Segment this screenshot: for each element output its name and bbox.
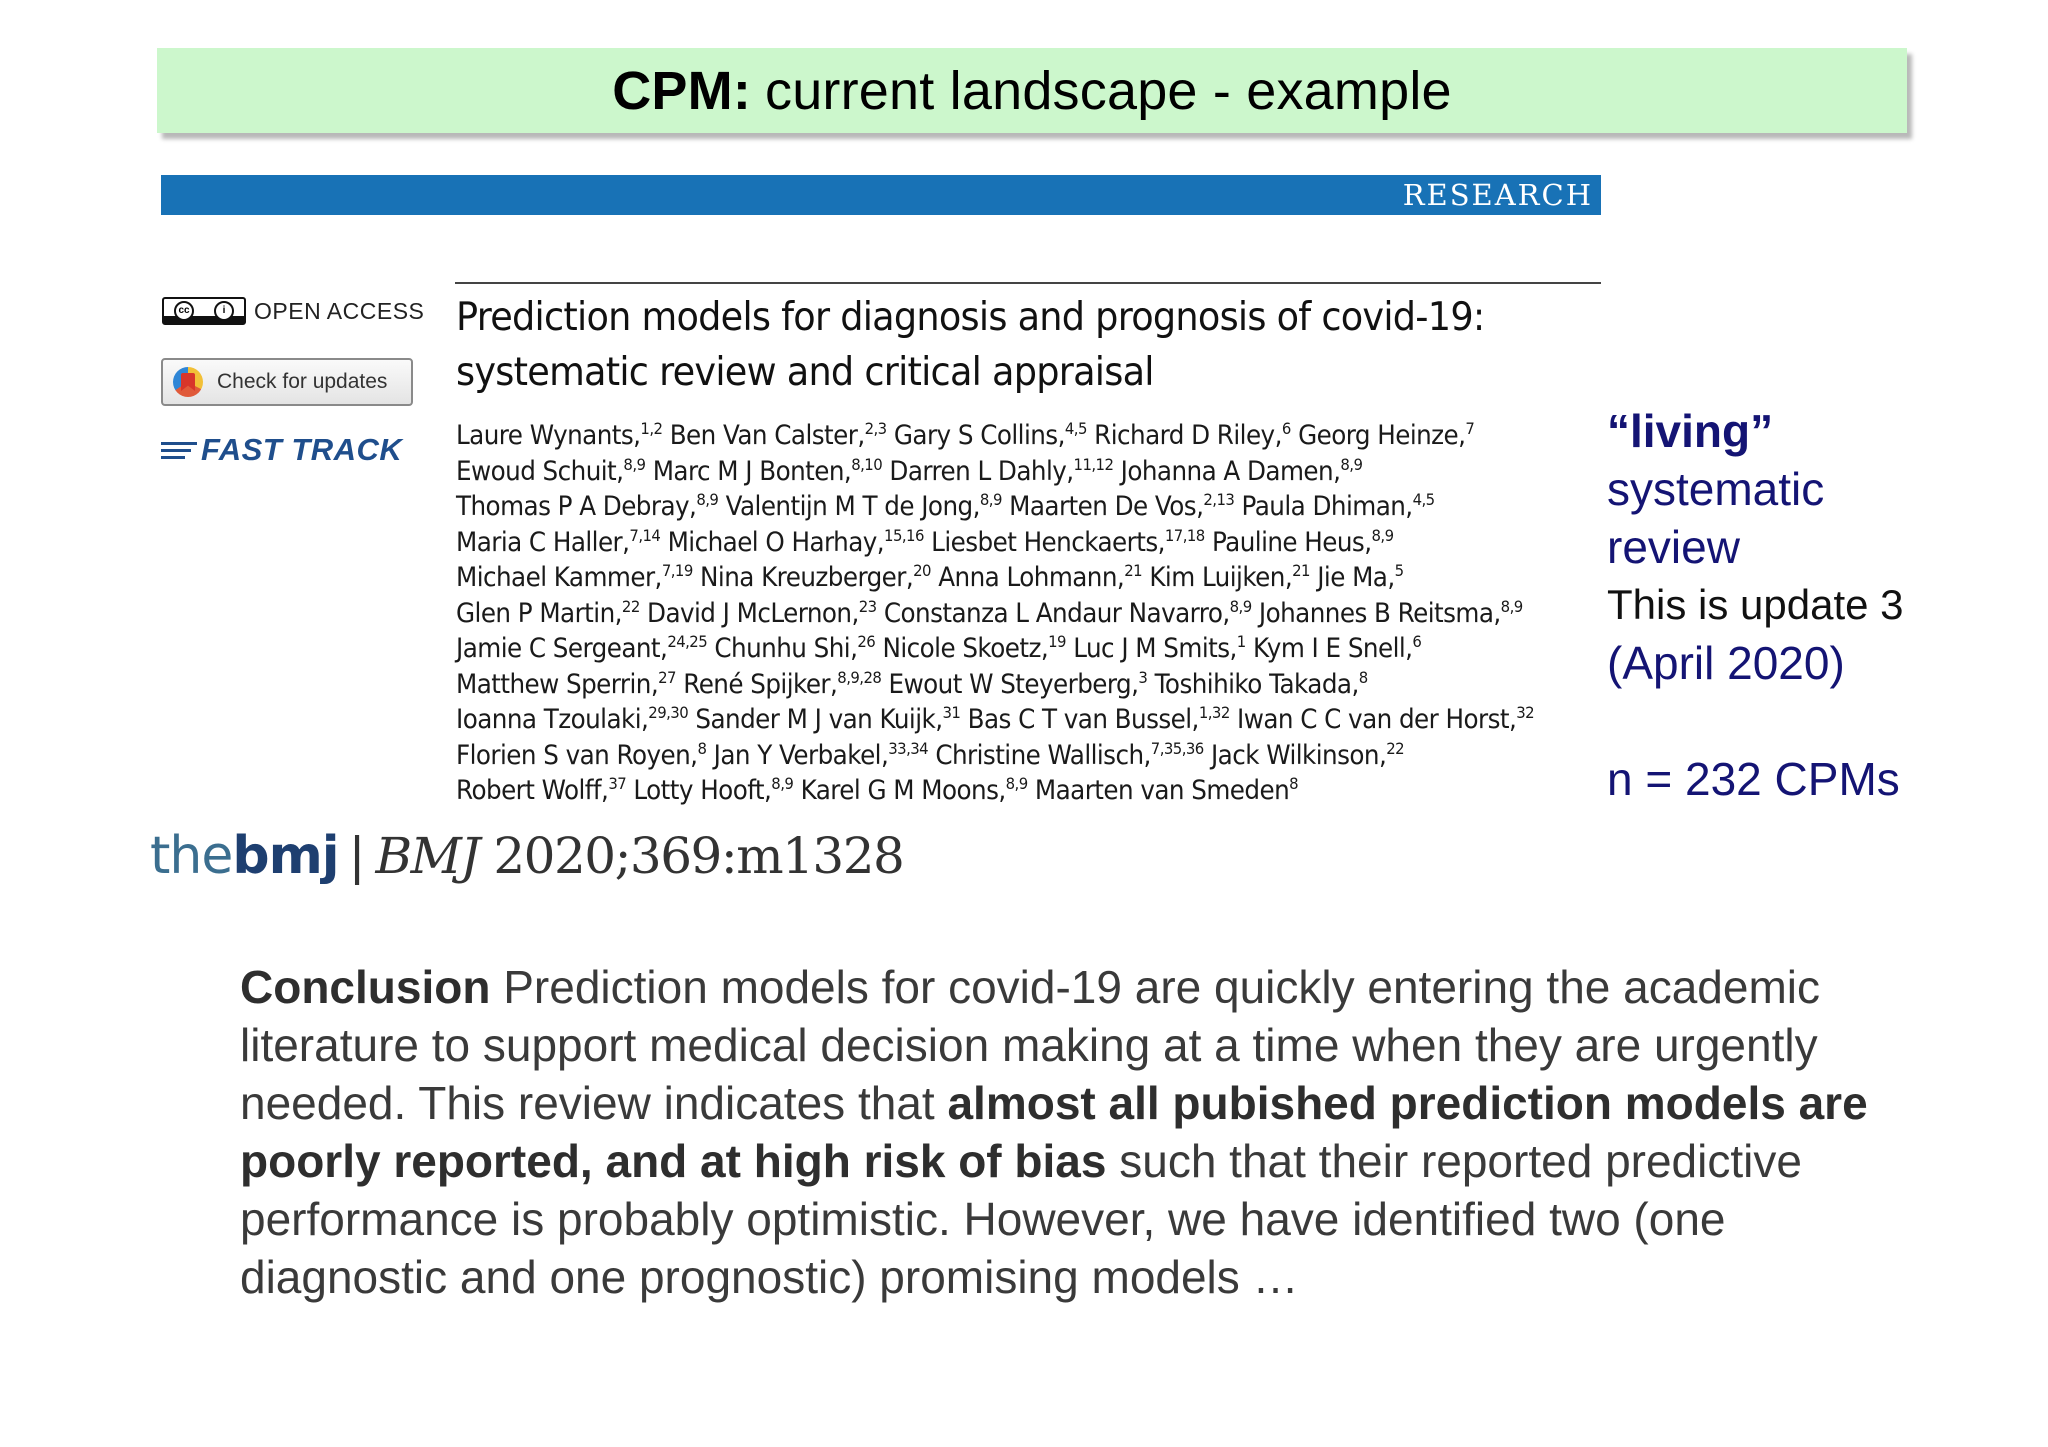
cc-by-icon <box>162 297 246 325</box>
author-name: Matthew Sperrin, <box>456 668 659 700</box>
author-name: Christine Wallisch, <box>935 739 1151 771</box>
author-affiliation: 2,13 <box>1203 490 1235 509</box>
author-name: Paula Dhiman, <box>1241 491 1413 522</box>
author-affiliation: 33,34 <box>888 738 929 758</box>
author-line <box>456 738 1553 774</box>
side-note-update: This is update 3 <box>1607 581 1904 628</box>
author-name: Johanna A Damen, <box>1120 455 1341 487</box>
author-name: Valentijn M T de Jong, <box>725 491 980 522</box>
side-note-systematic: systematic <box>1607 463 1825 515</box>
author-name: David J McLernon, <box>647 597 859 629</box>
slide-title-bold: CPM: <box>612 60 751 121</box>
author-name: Michael O Harhay, <box>667 526 885 558</box>
slide-title-rest: current landscape - example <box>765 60 1452 121</box>
author-affiliation: 8 <box>1358 667 1368 687</box>
author-name: Nina Kreuzberger, <box>700 562 914 593</box>
author-affiliation: 3 <box>1138 667 1148 687</box>
conclusion-text <box>240 958 1900 1306</box>
author-affiliation: 26 <box>857 632 876 651</box>
author-name: Pauline Heus, <box>1211 526 1372 558</box>
author-name: Laure Wynants, <box>456 420 641 451</box>
author-name: Florien S van Royen, <box>456 739 698 771</box>
author-affiliation: 8,9 <box>1229 596 1252 616</box>
author-name: Karel G M Moons, <box>800 775 1006 806</box>
research-banner <box>161 175 1601 215</box>
author-name: Jie Ma, <box>1317 562 1395 593</box>
author-name: Toshihiko Takada, <box>1154 668 1359 700</box>
author-name: Georg Heinze, <box>1298 420 1466 451</box>
author-name: Robert Wolff, <box>456 775 609 806</box>
author-name: Iwan C C van der Horst, <box>1237 704 1517 735</box>
author-name: Ewout W Steyerberg, <box>888 668 1139 700</box>
author-affiliation: 7 <box>1465 419 1475 438</box>
author-name: Jamie C Sergeant, <box>456 633 668 664</box>
author-affiliation: 17,18 <box>1164 525 1205 545</box>
author-affiliation: 31 <box>942 703 961 722</box>
author-affiliation: 4,5 <box>1412 490 1435 509</box>
journal-logo-bmj: bmj <box>232 826 339 886</box>
author-affiliation: 8,10 <box>851 454 883 474</box>
paper-title <box>456 290 1528 400</box>
author-affiliation: 2,3 <box>864 419 887 438</box>
side-note-review: review <box>1607 521 1740 573</box>
author-name: Ben Van Calster, <box>669 420 865 451</box>
author-affiliation: 22 <box>621 596 640 616</box>
author-affiliation: 1 <box>1236 632 1246 651</box>
author-name: Maarten van Smeden <box>1034 775 1290 806</box>
journal-reference <box>375 827 903 885</box>
journal-citation <box>150 826 903 886</box>
side-note-count: n = 232 CPMs <box>1607 753 1900 805</box>
author-affiliation: 8,9 <box>979 490 1002 509</box>
author-name: Chunhu Shi, <box>714 633 858 664</box>
author-affiliation: 8,9 <box>1500 596 1523 616</box>
author-affiliation: 8,9,28 <box>837 667 882 687</box>
author-name: Sander M J van Kuijk, <box>695 704 943 735</box>
author-affiliation: 1,32 <box>1198 703 1230 722</box>
author-line <box>456 489 1553 525</box>
author-affiliation: 21 <box>1292 561 1310 580</box>
author-name: Constanza L Andaur Navarro, <box>883 597 1230 629</box>
open-access <box>162 295 424 327</box>
author-affiliation: 15,16 <box>884 525 924 545</box>
author-affiliation: 23 <box>858 596 877 616</box>
author-affiliation: 27 <box>658 667 676 687</box>
author-affiliation: 8,9 <box>696 490 719 509</box>
author-name: Luc J M Smits, <box>1073 633 1237 664</box>
author-name: Jack Wilkinson, <box>1210 739 1387 771</box>
author-name: Jan Y Verbakel, <box>713 739 889 771</box>
speed-lines-icon <box>161 439 199 461</box>
author-name: Johannes B Reitsma, <box>1258 597 1501 629</box>
author-affiliation: 4,5 <box>1064 419 1087 438</box>
author-name: René Spijker, <box>683 668 838 700</box>
side-note-date: (April 2020) <box>1607 637 1845 689</box>
author-name: Glen P Martin, <box>456 597 622 629</box>
author-affiliation: 5 <box>1394 561 1404 580</box>
conclusion-text-1: Prediction models for covid-19 are quickly entering the academic literature to support medical decision making at a time when they are urgently needed. This review indicates that <box>240 961 1821 1129</box>
author-line <box>456 454 1553 490</box>
paper-title-line-2: systematic review and critical appraisal <box>456 350 1154 395</box>
author-line <box>456 773 1553 809</box>
research-label: RESEARCH <box>1402 178 1593 212</box>
fast-track-badge <box>161 432 402 468</box>
journal-logo-the: the <box>150 826 233 886</box>
author-name: Bas C T van Bussel, <box>967 704 1199 735</box>
author-name: Kym I E Snell, <box>1252 633 1413 664</box>
author-name: Ewoud Schuit, <box>456 455 624 487</box>
author-affiliation: 11,12 <box>1073 454 1114 474</box>
author-affiliation: 6 <box>1412 632 1422 651</box>
author-name: Maria C Haller, <box>456 526 630 558</box>
author-name: Anna Lohmann, <box>938 562 1125 593</box>
author-affiliation: 8 <box>697 738 707 758</box>
author-name: Michael Kammer, <box>456 562 662 593</box>
side-note <box>1607 402 1937 808</box>
author-affiliation: 8 <box>1289 774 1299 793</box>
side-note-living: “living” <box>1607 405 1774 457</box>
author-line <box>456 667 1553 703</box>
conclusion-text-2: such that their reported predictive performance is probably optimistic. However, we have identified two (one diagnostic and one prognostic) promising models … <box>240 1135 1802 1303</box>
author-name: Marc M J Bonten, <box>652 455 852 487</box>
author-list <box>456 418 1553 809</box>
author-name: Kim Luijken, <box>1149 562 1293 593</box>
author-line <box>456 418 1553 454</box>
crossmark-icon <box>173 367 203 397</box>
author-affiliation: 22 <box>1386 738 1405 758</box>
author-affiliation: 7,35,36 <box>1150 738 1204 758</box>
author-line <box>456 525 1553 561</box>
author-affiliation: 8,9 <box>623 454 646 474</box>
paper-title-line-1: Prediction models for diagnosis and prognosis of covid-19: <box>456 295 1485 340</box>
author-affiliation: 20 <box>913 561 931 580</box>
author-name: Lotty Hooft, <box>633 775 772 806</box>
fast-track-label: FAST TRACK <box>201 432 403 467</box>
author-name: Darren L Dahly, <box>889 455 1074 487</box>
journal-abbreviation: BMJ <box>375 827 479 885</box>
author-name: Gary S Collins, <box>893 420 1065 451</box>
check-for-updates-label: Check for updates <box>217 370 388 393</box>
author-affiliation: 6 <box>1281 419 1291 438</box>
author-affiliation: 7,14 <box>629 525 661 545</box>
author-affiliation: 21 <box>1124 561 1143 580</box>
author-line <box>456 702 1553 738</box>
author-name: Nicole Skoetz, <box>882 633 1049 664</box>
attribution-icon: i <box>214 301 234 321</box>
author-affiliation: 7,19 <box>661 561 693 580</box>
author-affiliation: 29,30 <box>648 703 689 722</box>
author-affiliation: 19 <box>1048 632 1066 651</box>
author-name: Ioanna Tzoulaki, <box>456 704 649 735</box>
author-line <box>456 596 1553 632</box>
check-for-updates-button[interactable] <box>161 358 413 406</box>
author-name: Thomas P A Debray, <box>456 491 697 522</box>
conclusion-lead: Conclusion <box>240 961 491 1013</box>
author-line <box>456 560 1553 596</box>
author-affiliation: 8,9 <box>771 774 794 793</box>
cc-icon: cc <box>174 301 194 321</box>
slide-title <box>157 48 1907 133</box>
author-affiliation: 24,25 <box>667 632 708 651</box>
title-divider <box>455 282 1601 284</box>
author-line <box>456 631 1553 667</box>
journal-volume: 2020;369:m1328 <box>493 827 904 885</box>
conclusion-bold: almost all pubished prediction models are poorly reported, and at high risk of bias <box>240 1077 1868 1187</box>
author-affiliation: 37 <box>608 774 627 793</box>
author-name: Maarten De Vos, <box>1009 491 1204 522</box>
author-affiliation: 1,2 <box>640 419 663 438</box>
author-affiliation: 8,9 <box>1371 525 1394 545</box>
author-affiliation: 8,9 <box>1005 774 1028 793</box>
author-name: Richard D Riley, <box>1094 420 1282 451</box>
author-affiliation: 8,9 <box>1340 454 1363 474</box>
author-affiliation: 32 <box>1516 703 1535 722</box>
journal-separator: | <box>348 827 366 885</box>
open-access-label: OPEN ACCESS <box>254 297 425 324</box>
author-name: Liesbet Henckaerts, <box>931 526 1165 558</box>
